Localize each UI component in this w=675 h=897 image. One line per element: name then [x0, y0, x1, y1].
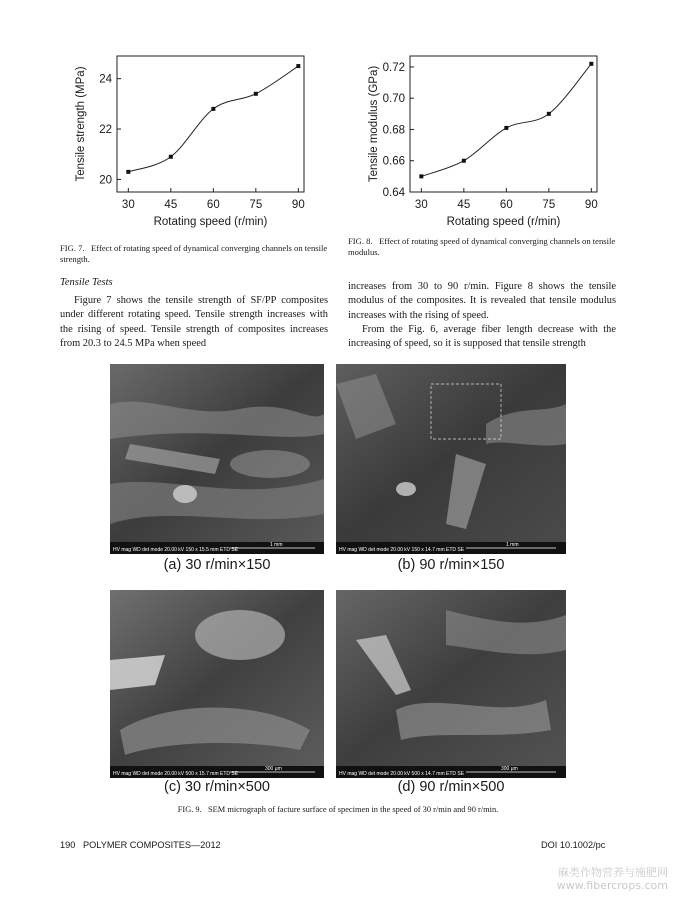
fig7-series-line	[128, 66, 298, 172]
fig8-caption-text: Effect of rotating speed of dynamical converging channels on tensile modulus.	[348, 236, 616, 257]
fig8-x-tick-label: 30	[414, 199, 428, 211]
sem-panel-b	[336, 364, 566, 554]
fig7-y-tick-label: 22	[99, 124, 112, 137]
fig7-x-axis-label: Rotating speed (r/min)	[153, 216, 268, 228]
sem-databar-b: HV mag WD det mode 20.00 kV 150 x 14.7 mm ETD SE	[339, 547, 465, 553]
fig8-series-line	[421, 64, 591, 177]
fig7-x-tick-label: 60	[206, 199, 220, 211]
fig7-data-point	[169, 155, 173, 159]
fig7-x-tick-label: 75	[249, 199, 263, 211]
sem-scale-c: 300 µm	[265, 766, 282, 772]
fig7-data-point	[254, 92, 258, 96]
fig9-caption	[60, 805, 616, 814]
fig8-y-tick-label: 0.70	[382, 93, 405, 106]
section-title: Tensile Tests	[60, 277, 113, 288]
footer-left: 190 POLYMER COMPOSITES—2012	[60, 840, 221, 850]
fig9-caption-text: SEM micrograph of facture surface of specimen in the speed of 30 r/min and 90 r/min.	[208, 805, 499, 814]
fig7-chart	[62, 48, 322, 233]
fig9-caption-number: FIG. 9.	[177, 805, 202, 814]
fig8-x-tick-label: 60	[499, 199, 513, 211]
sem-databar-c: HV mag WD det mode 20.00 kV 500 x 15.7 mm ETD SE	[113, 771, 239, 777]
fig8-x-axis-label: Rotating speed (r/min)	[446, 216, 561, 228]
watermark-line-2: www.fibercrops.com	[556, 879, 668, 892]
fig8-y-tick-label: 0.64	[382, 187, 405, 199]
sem-label-b: (b) 90 r/min×150	[397, 557, 505, 573]
sem-panel-d	[336, 590, 566, 778]
fig7-data-point	[126, 170, 130, 174]
fig8-x-tick-label: 75	[542, 199, 556, 211]
fig8-caption-number: FIG. 8.	[348, 236, 373, 246]
fig7-y-tick-label: 24	[99, 73, 112, 86]
fig8-x-tick-label: 45	[457, 199, 471, 211]
fig7-x-tick-label: 30	[121, 199, 135, 211]
fig7-caption	[60, 243, 332, 265]
fig7-caption-text: Effect of rotating speed of dynamical converging channels on tensile strength.	[60, 243, 328, 264]
sem-panel-a	[110, 364, 324, 554]
right-paragraph-2: From the Fig. 6, average fiber length decrease with the increasing of speed, so it is supposed that tensile strength	[348, 323, 616, 350]
fig8-data-point	[504, 126, 508, 130]
fig7-data-point	[296, 64, 300, 68]
fig8-data-point	[589, 62, 593, 66]
right-paragraph-1: increases from 30 to 90 r/min. Figure 8 shows the tensile modulus of the composites. It is revealed that tensile modulus increases with the rising of speed.	[348, 281, 616, 321]
sem-panel-c	[110, 590, 324, 778]
sem-label-c: (c) 30 r/min×500	[164, 779, 270, 795]
fig7-x-tick-label: 45	[164, 199, 178, 211]
sem-label-d: (d) 90 r/min×500	[397, 779, 505, 795]
left-paragraph: Figure 7 shows the tensile strength of SF/PP composites under different rotating speed. Tensile strength increases with the rising of speed. Tensile strength of composites increases from 20.3 to 24.5 MPa when speed	[60, 295, 328, 349]
fig7-y-tick-label: 20	[99, 174, 112, 187]
fig7-x-tick-label: 90	[291, 199, 305, 211]
fig7-plot-frame	[117, 56, 304, 192]
fig8-data-point	[419, 174, 423, 178]
fig7-caption-number: FIG. 7.	[60, 243, 85, 253]
sem-label-a: (a) 30 r/min×150	[163, 557, 271, 573]
fig8-chart	[355, 48, 615, 233]
fig7-data-point	[211, 107, 215, 111]
sem-databar-d: HV mag WD det mode 20.00 kV 500 x 14.7 mm ETD SE	[339, 771, 465, 777]
fig8-y-tick-label: 0.68	[382, 124, 405, 137]
sem-databar-a: HV mag WD det mode 20.00 kV 150 x 15.5 mm ETD SE	[113, 547, 239, 553]
fig8-y-axis-label: Tensile modulus (GPa)	[368, 65, 380, 183]
sem-scale-a: 1 mm	[270, 542, 283, 548]
fig8-x-tick-label: 90	[584, 199, 598, 211]
fig8-data-point	[462, 159, 466, 163]
watermark-line-1: 麻类作物营养与施肥网	[558, 866, 668, 879]
fig7-y-axis-label: Tensile strength (MPa)	[75, 66, 87, 182]
fig8-y-tick-label: 0.66	[382, 155, 405, 168]
sem-scale-b: 1 mm	[506, 542, 519, 548]
footer-right: DOI 10.1002/pc	[541, 840, 606, 850]
fig8-data-point	[547, 112, 551, 116]
sem-scale-d: 300 µm	[501, 766, 518, 772]
watermark	[520, 866, 668, 892]
left-column-text	[60, 294, 328, 351]
right-column-text	[348, 280, 616, 351]
fig8-y-tick-label: 0.72	[382, 61, 405, 74]
fig8-caption	[348, 236, 620, 258]
